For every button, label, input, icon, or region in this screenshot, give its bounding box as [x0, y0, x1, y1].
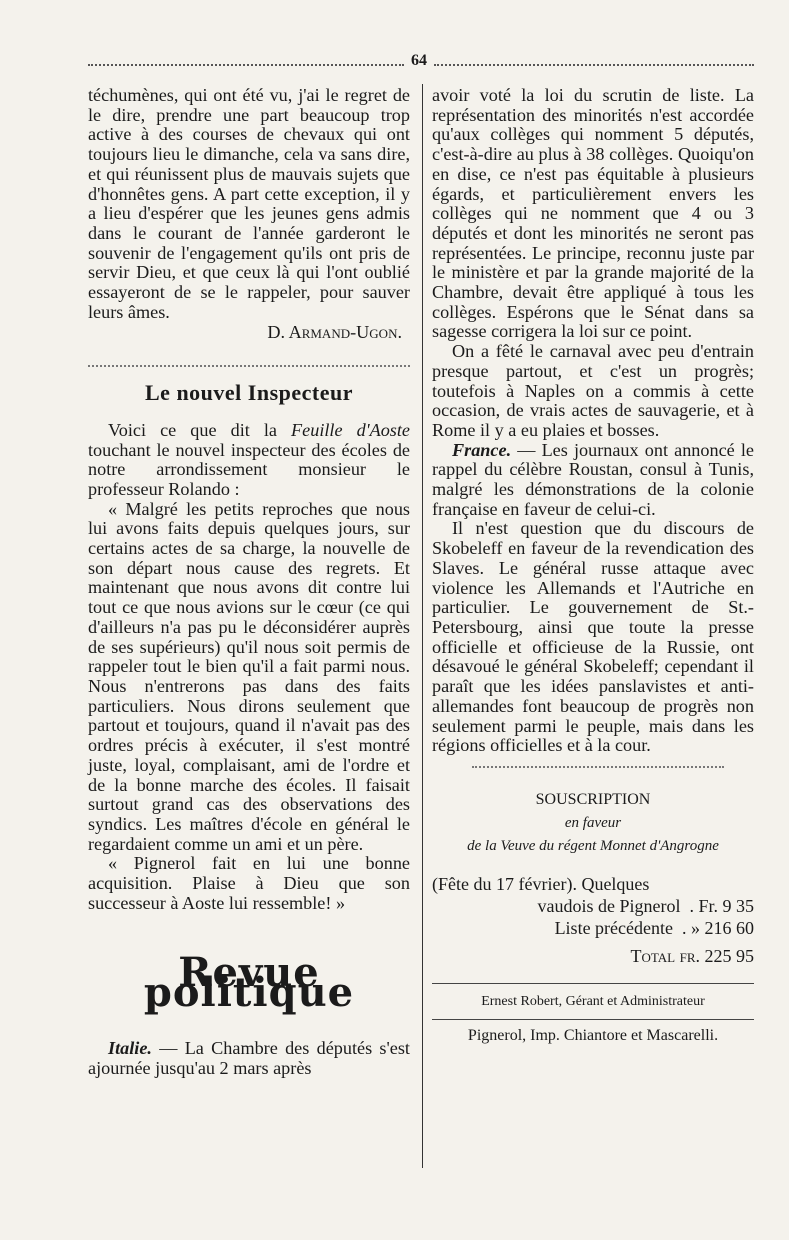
country-label-italie: Italie.	[108, 1037, 152, 1058]
inspector-quote-1: « Malgré les petits reproches que nous lui avons faits depuis quelques jours, sur certains actes de sa charge, la nouvelle de son départ nous cause des regrets. Et maintenant que nous avons dit contre lui tout ce que nous avions sur le cœur (ce qui d'ailleurs n'a pas pu le déconsidérer auprès de ses supérieurs) qu'il nous soit permis de rappeler tout le bien qu'il a fait parmi nous. Nous n'entrerons pas dans des faits particuliers. Nous dirons seulement que partout et toujours, quand il n'avait pas des ordres précis à exécuter, il s'est montré juste, loyal, complaisant, ami de l'ordre et de la bonne marche des écoles. Il faisait surtout grand cas des observations des syndics. Les maîtres d'école en général le regardaient comme un ami et un père.	[88, 498, 410, 854]
section-title-revue-politique: Revue politique	[143, 949, 355, 1017]
source-name: Feuille d'Aoste	[291, 419, 410, 440]
inspector-quote-2: « Pignerol fait en lui une bonne acquisition. Plaise à Dieu que son successeur à Aoste lui ressemble! »	[88, 853, 410, 913]
footer-separator	[432, 983, 754, 984]
section-separator	[472, 766, 724, 768]
signature: D. Armand-Ugon.	[267, 322, 402, 343]
footer-separator-2	[432, 1019, 754, 1020]
subscription-subtitle: en faveur	[564, 814, 622, 831]
skobeleff-paragraph: Il n'est question que du discours de Skobeleff en faveur de la revendication des Slaves. Le général russe attaque avec violence les Allemands et l'Autriche en particulier. Le gouvernement de St.-Petersbourg, ainsi que toute la presse officielle et officieuse de la Russie, ont désavoué le général Skobeleff; cependant il paraît que les idées panslavistes et anti-allemandes font beaucoup de progrès non seulement parmi le peuple, mais dans les régions officielles et à la cour.	[432, 518, 754, 756]
italie-continued: avoir voté la loi du scrutin de liste. La représentation des minorités n'est accordée qu'aux collèges qui nomment 5 députés, c'est-à-dire au plus à 38 collèges. Quoiqu'on en dise, ce n'est pas équitable à plusieurs égards, et particulièrement envers les collèges qui ne nomment que 4 ou 3 députés et dont les minorités ne seront pas représentées. Le principe, reconnu juste par le ministère et par la grande majorité de la Chambre, devait être appliqué à tous les collèges. Espérons que le Sénat dans sa sagesse corrigera la loi sur ce point.	[432, 85, 754, 342]
subscription-beneficiary: de la Veuve du régent Monnet d'Angrogne	[467, 838, 719, 855]
inspector-intro: Voici ce que dit la Feuille d'Aoste touchant le nouvel inspecteur des écoles de notre arrondissement monsieur le professeur Rolando :	[88, 419, 410, 499]
subscription-title: SOUSCRIPTION	[535, 790, 651, 808]
carnaval-paragraph: On a fêté le carnaval avec peu d'entrain presque partout, et c'est un progrès; toutefois à Naples on a commis à cette occasion, de vrais actes de sauvagerie, et à Rome il y a eu plaies et bosses.	[432, 341, 754, 440]
france-paragraph: France. — Les journaux ont annoncé le rappel du célèbre Roustan, consul à Tunis, malgré les démonstrations de la colonie française en faveur de celui-ci.	[432, 439, 754, 519]
intro-paragraph: téchumènes, qui ont été vu, j'ai le regret de le dire, prendre une part beaucoup trop active à des courses de chevaux qui ont toujours lieu le dimanche, cela va sans dire, et qui réunissent plus de mauvais sujets que d'honnêtes gens. A part cette exception, il y a lieu d'espérer que les jeunes gens admis dans le courant de l'année garderont le souvenir de l'engagement qu'ils ont pris de servir Dieu, et que ceux là qui l'ont oublié essayeront de se le rappeler, pour sauver leurs âmes.	[88, 85, 410, 322]
subscription-total: Total fr. 225 95	[630, 946, 754, 967]
column-divider	[422, 84, 423, 1168]
right-column	[432, 86, 754, 1046]
printer-line: Pignerol, Imp. Chiantore et Mascarelli.	[467, 1027, 719, 1045]
country-label-france: France.	[452, 439, 512, 460]
page-number: 64	[411, 52, 427, 69]
left-column	[88, 86, 410, 1078]
section-separator	[88, 365, 410, 367]
header-rule-right	[434, 64, 754, 66]
article-title-inspector: Le nouvel Inspecteur	[145, 380, 353, 406]
header-rule-left	[88, 64, 404, 66]
italie-paragraph: Italie. — La Chambre des députés s'est ajournée jusqu'au 2 mars après	[88, 1037, 410, 1078]
subscription-line-1: (Fête du 17 février). Quelques	[432, 874, 650, 895]
subscription-line-2: vaudois de Pignerol . Fr. 9 35	[537, 896, 754, 917]
subscription-line-3: Liste précédente . » 216 60	[554, 918, 754, 939]
gerant-line: Ernest Robert, Gérant et Administrateur	[481, 993, 705, 1009]
